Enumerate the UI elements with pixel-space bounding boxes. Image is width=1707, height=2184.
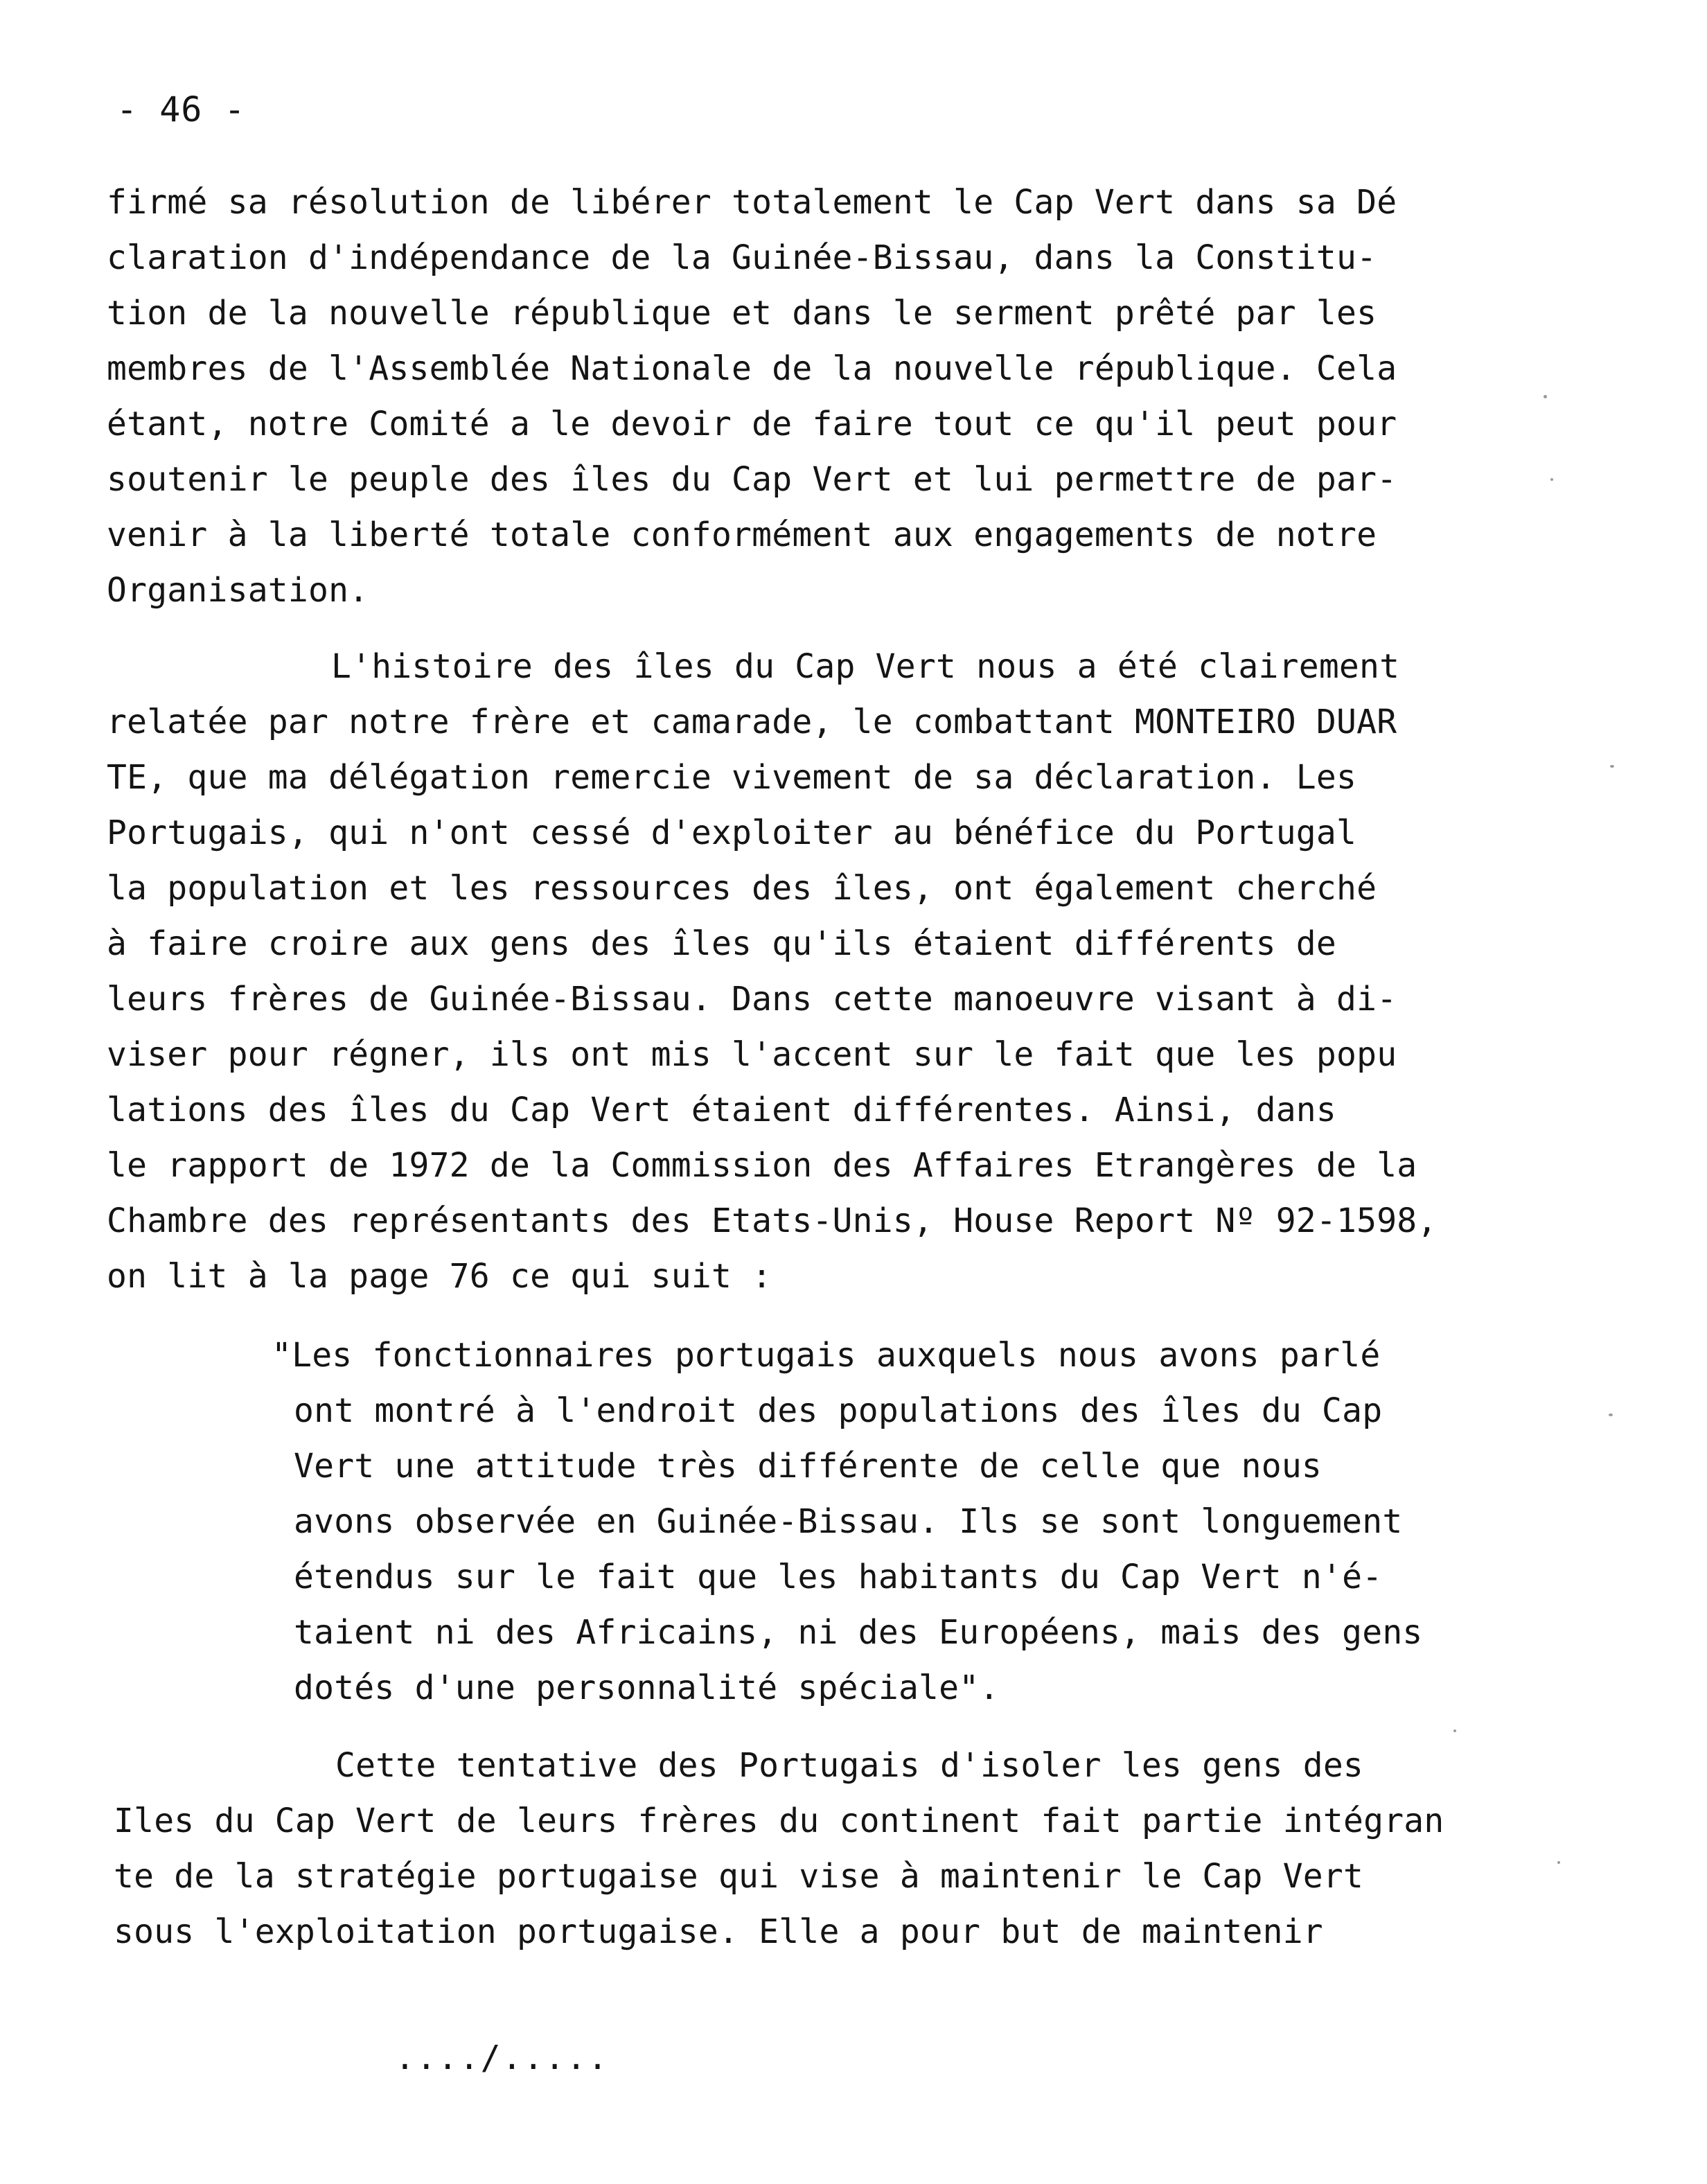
paragraph-1-line-6: soutenir le peuple des îles du Cap Vert et lui permettre de par- [107,460,1397,499]
paragraph-2-line-12: on lit à la page 76 ce qui suit : [107,1257,772,1296]
paragraph-4-line-1: Cette tentative des Portugais d'isoler les gens des [335,1746,1364,1785]
paragraph-1-line-8: Organisation. [107,571,369,610]
paragraph-1-line-1: firmé sa résolution de libérer totalement le Cap Vert dans sa Dé [107,183,1397,222]
paragraph-2-line-10: le rapport de 1972 de la Commission des Affaires Etrangères de la [107,1146,1417,1185]
paragraph-1-line-2: claration d'indépendance de la Guinée-Bissau, dans la Constitu- [107,238,1377,277]
scan-speck [1453,1729,1456,1732]
scan-speck [1544,395,1547,398]
quote-line-6: taient ni des Africains, ni des Européens, mais des gens [294,1613,1423,1652]
scan-speck [1550,478,1553,481]
paragraph-2-line-8: viser pour régner, ils ont mis l'accent sur le fait que les popu [107,1035,1397,1074]
page-number: - 46 - [116,89,246,130]
quote-line-5: étendus sur le fait que les habitants du Cap Vert n'é- [294,1558,1383,1596]
paragraph-1-line-7: venir à la liberté totale conformément aux engagements de notre [107,516,1377,554]
paragraph-2-line-3: TE, que ma délégation remercie vivement de sa déclaration. Les [107,758,1357,797]
paragraph-2-line-9: lations des îles du Cap Vert étaient différentes. Ainsi, dans [107,1091,1337,1129]
paragraph-2-line-7: leurs frères de Guinée-Bissau. Dans cette manoeuvre visant à di- [107,980,1397,1019]
quote-line-3: Vert une attitude très différente de celle que nous [294,1447,1323,1486]
paragraph-2-line-11: Chambre des représentants des Etats-Unis, House Report Nº 92-1598, [107,1201,1438,1240]
paragraph-1-line-3: tion de la nouvelle république et dans le serment prêté par les [107,294,1377,333]
paragraph-2-line-5: la population et les ressources des îles, ont également cherché [107,869,1377,908]
paragraph-2-line-4: Portugais, qui n'ont cessé d'exploiter au bénéfice du Portugal [107,813,1357,852]
paragraph-2-line-1: L'histoire des îles du Cap Vert nous a été clairement [331,647,1400,686]
scan-speck [1610,765,1614,768]
quote-line-7: dotés d'une personnalité spéciale". [294,1668,1000,1707]
scan-speck [1557,1861,1560,1864]
scan-speck [1609,1414,1613,1416]
paragraph-1-line-5: étant, notre Comité a le devoir de faire tout ce qu'il peut pour [107,405,1397,443]
paragraph-2-line-6: à faire croire aux gens des îles qu'ils étaient différents de [107,924,1337,963]
quote-line-4: avons observée en Guinée-Bissau. Ils se sont longuement [294,1502,1403,1541]
continuation-mark: ..../..... [395,2038,609,2077]
paragraph-2-line-2: relatée par notre frère et camarade, le combattant MONTEIRO DUAR [107,703,1397,741]
quote-line-1: "Les fonctionnaires portugais auxquels nous avons parlé [272,1336,1381,1375]
quote-line-2: ont montré à l'endroit des populations des îles du Cap [294,1391,1383,1430]
paragraph-4-line-2: Iles du Cap Vert de leurs frères du continent fait partie intégran [114,1802,1444,1840]
paragraph-1-line-4: membres de l'Assemblée Nationale de la nouvelle république. Cela [107,349,1397,388]
paragraph-4-line-4: sous l'exploitation portugaise. Elle a pour but de maintenir [114,1912,1323,1951]
paragraph-4-line-3: te de la stratégie portugaise qui vise à maintenir le Cap Vert [114,1857,1364,1896]
